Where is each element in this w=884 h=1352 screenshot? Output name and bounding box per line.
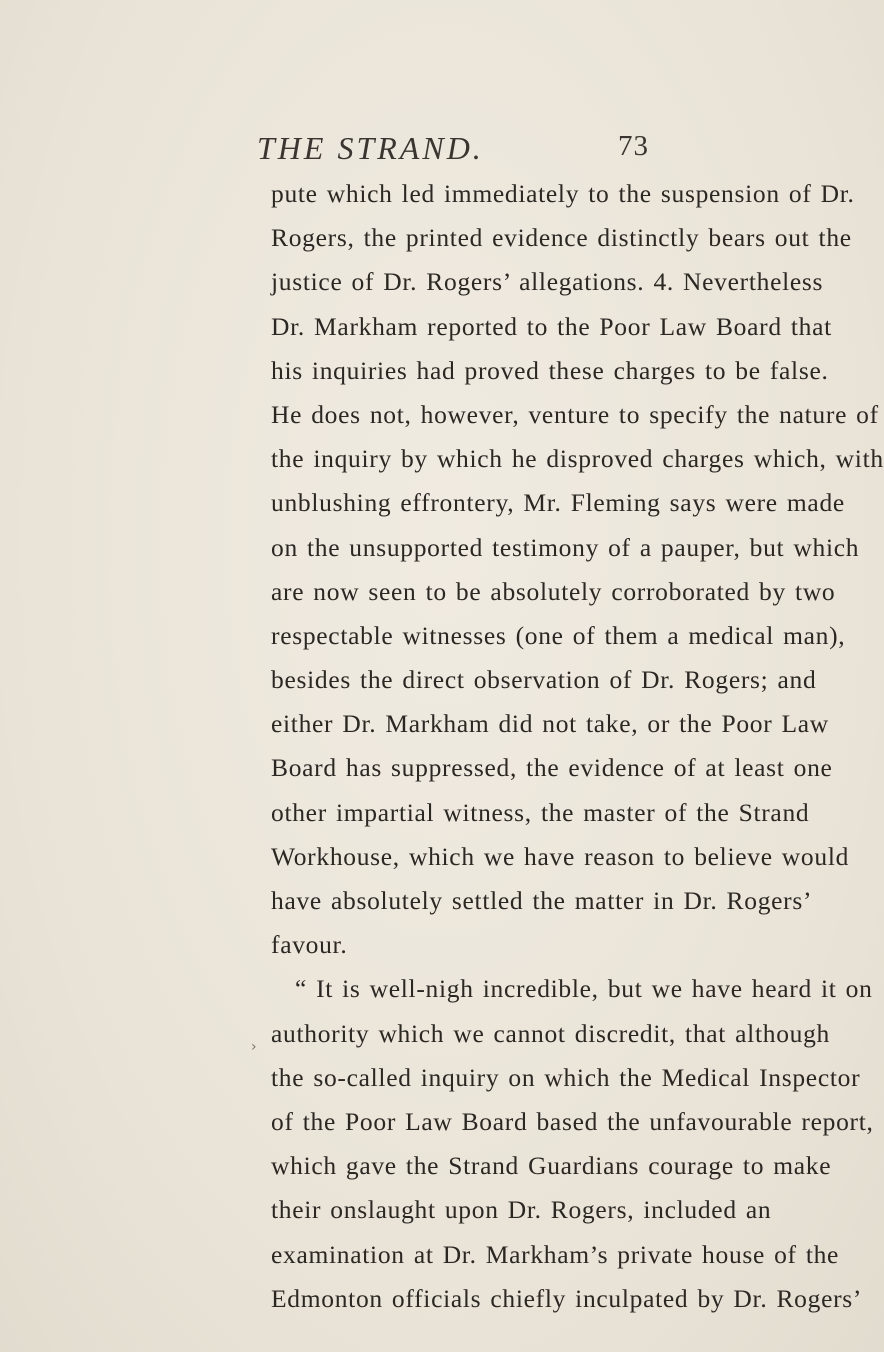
text-line: are now seen to be absolutely corroborated by two: [271, 576, 836, 606]
text-line: the inquiry by which he disproved charges which, with: [271, 444, 884, 474]
text-line: besides the direct observation of Dr. Rogers; and: [271, 665, 817, 695]
body-text: [271, 172, 884, 1321]
text-line: have absolutely settled the matter in Dr. Rogers’: [271, 886, 813, 915]
paragraph-start-line: “ It is well-nigh incredible, but we have heard it on: [295, 974, 873, 1004]
text-line: the so-called inquiry on which the Medical Inspector: [271, 1062, 861, 1092]
margin-mark: ›: [251, 1039, 257, 1055]
page-number: 73: [618, 130, 649, 162]
text-line: on the unsupported testimony of a pauper, but which: [271, 532, 860, 562]
text-line: Workhouse, which we have reason to believe would: [271, 841, 850, 871]
text-line: examination at Dr. Markham’s private house of the: [271, 1239, 840, 1269]
text-line: Edmonton officials chiefly inculpated by Dr. Rogers’: [271, 1283, 863, 1313]
text-line: Dr. Markham reported to the Poor Law Board that: [271, 311, 832, 341]
text-line: He does not, however, venture to specify the nature of: [271, 399, 879, 429]
text-line: other impartial witness, the master of the Strand: [271, 797, 810, 827]
text-line: authority which we cannot discredit, that although: [271, 1018, 830, 1048]
text-line: favour.: [271, 930, 348, 960]
text-line: Board has suppressed, the evidence of at least one: [271, 753, 833, 783]
text-line: their onslaught upon Dr. Rogers, included an: [271, 1195, 772, 1225]
text-line: justice of Dr. Rogers’ allegations. 4. Nevertheless: [271, 267, 824, 297]
text-line: respectable witnesses (one of them a medical man),: [271, 620, 846, 650]
text-line: pute which led immediately to the suspension of Dr.: [271, 179, 855, 208]
text-line: his inquiries had proved these charges to be false.: [271, 355, 829, 385]
text-line: Rogers, the printed evidence distinctly bears out the: [271, 223, 852, 253]
text-line: either Dr. Markham did not take, or the Poor Law: [271, 709, 829, 739]
text-line: which gave the Strand Guardians courage to make: [271, 1151, 832, 1181]
running-head: THE STRAND.: [257, 130, 484, 166]
text-line: unblushing effrontery, Mr. Fleming says were made: [271, 488, 845, 518]
text-line: of the Poor Law Board based the unfavourable report,: [271, 1106, 874, 1136]
